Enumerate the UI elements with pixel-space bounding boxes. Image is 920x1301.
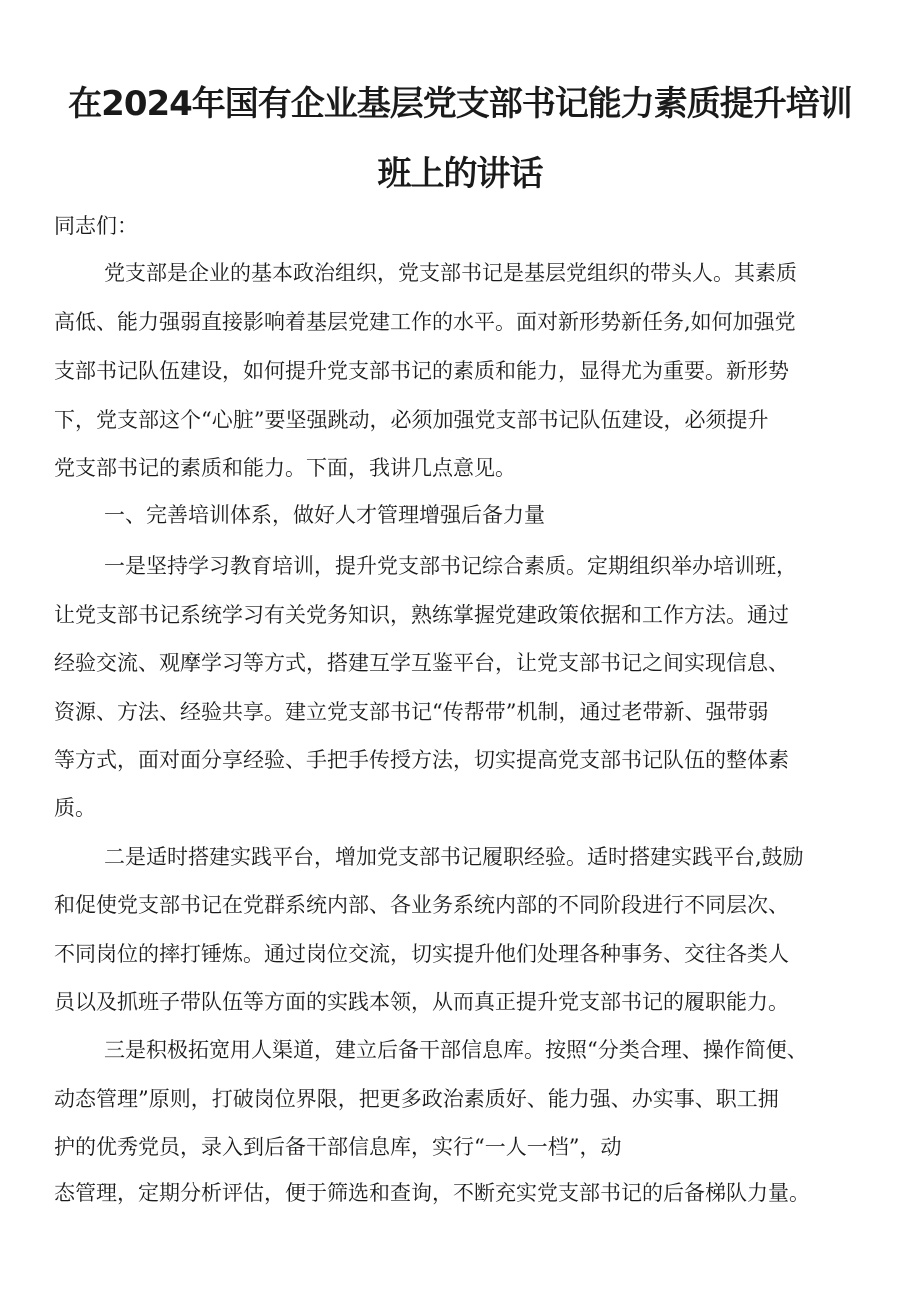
body-line: 二是适时搭建实践平台，增加党支部书记履职经验。适时搭建实践平台,鼓励 [104, 845, 804, 869]
body-line: 态管理，定期分析评估，便于筛选和查询，不断充实党支部书记的后备梯队力量。 [54, 1181, 810, 1205]
body-line: 护的优秀党员，录入到后备干部信息库，实行“一人一档”，动 [54, 1135, 622, 1159]
title-line-1: 在2024年国有企业基层党支部书记能力素质提升培训 [68, 84, 852, 124]
body-line: 党支部是企业的基本政治组织，党支部书记是基层党组织的带头人。其素质 [104, 261, 797, 285]
body-line: 让党支部书记系统学习有关党务知识，熟练掌握党建政策依据和工作方法。通过 [54, 603, 789, 627]
body-line: 党支部书记的素质和能力。下面，我讲几点意见。 [54, 456, 516, 480]
body-line: 动态管理”原则，打破岗位界限，把更多政治素质好、能力强、办实事、职工拥 [54, 1087, 779, 1111]
body-line: 资源、方法、经验共享。建立党支部书记“传帮带”机制，通过老带新、强带弱 [54, 700, 769, 724]
body-line: 质。 [54, 796, 96, 820]
title-line-2: 班上的讲话 [377, 154, 543, 194]
body-line: 不同岗位的摔打锤炼。通过岗位交流，切实提升他们处理各种事务、交往各类人 [54, 942, 789, 966]
body-line: 下，党支部这个“心脏”要坚强跳动，必须加强党支部书记队伍建设，必须提升 [54, 408, 769, 432]
body-line: 经验交流、观摩学习等方式，搭建互学互鉴平台，让党支部书记之间实现信息、 [54, 651, 789, 675]
section-heading: 一、完善培训体系，做好人才管理增强后备力量 [104, 503, 545, 527]
body-line: 支部书记队伍建设，如何提升党支部书记的素质和能力，显得尤为重要。新形势 [54, 359, 789, 383]
body-line: 三是积极拓宽用人渠道，建立后备干部信息库。按照“分类合理、操作简便、 [104, 1038, 808, 1062]
body-line: 等方式，面对面分享经验、手把手传授方法，切实提高党支部书记队伍的整体素 [54, 748, 789, 772]
body-line: 高低、能力强弱直接影响着基层党建工作的水平。面对新形势新任务,如何加强党 [54, 310, 796, 334]
body-line: 和促使党支部书记在党群系统内部、各业务系统内部的不同阶段进行不同层次、 [54, 893, 789, 917]
body-line: 一是坚持学习教育培训，提升党支部书记综合素质。定期组织举办培训班， [104, 554, 797, 578]
salutation: 同志们： [54, 214, 138, 238]
body-line: 员以及抓班子带队伍等方面的实践本领，从而真正提升党支部书记的履职能力。 [54, 990, 789, 1014]
